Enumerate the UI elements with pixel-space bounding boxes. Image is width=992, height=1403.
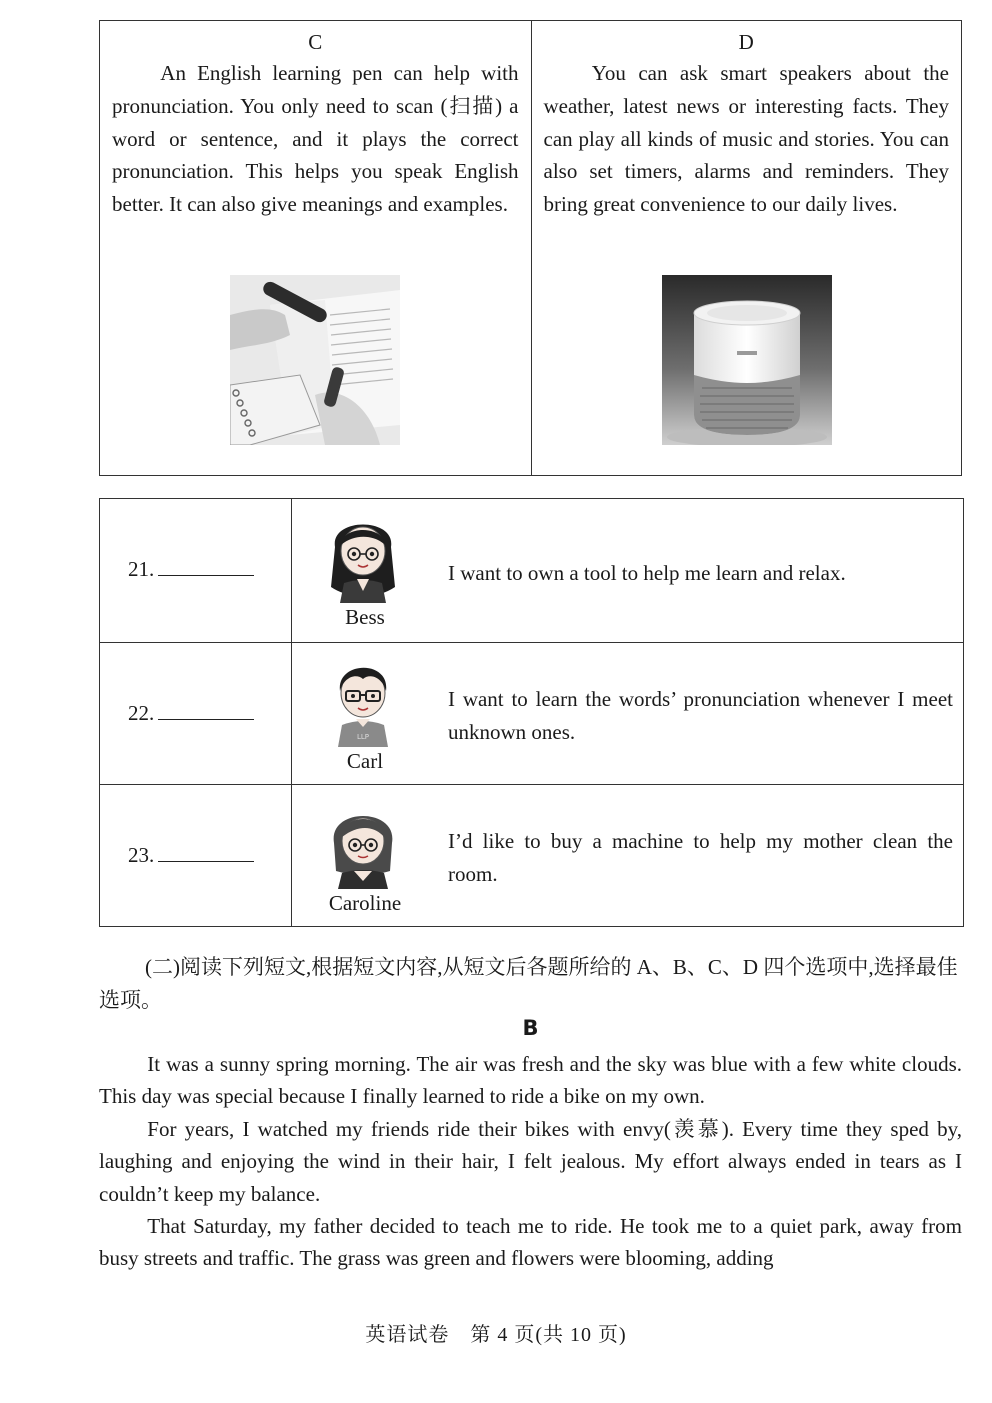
instruction-text: (二)阅读下列短文,根据短文内容,从短文后各题所给的 A、B、C、D 四个选项中,选择最佳选项。 xyxy=(99,955,958,1012)
passage-paragraph: It was a sunny spring morning. The air was fresh and the sky was blue with a few white clouds. This day was special because I finally learned to ride a bike on my own. xyxy=(99,1052,962,1109)
card-d xyxy=(531,21,962,475)
card-c xyxy=(100,21,531,475)
question-number xyxy=(128,843,254,868)
card-letter: C xyxy=(308,30,323,54)
answer-blank[interactable] xyxy=(158,703,254,720)
svg-text:LLP: LLP xyxy=(356,732,370,741)
page-footer: 英语试卷 第 4 页(共 10 页) xyxy=(365,1324,627,1346)
table-row xyxy=(100,642,963,785)
card-text: You can ask smart speakers about the weather, latest news or interesting facts. They can play all kinds of music and stories. You can also set timers, alarms and reminders. They bring great convenience to our daily lives. xyxy=(543,61,949,217)
question-label: 21. xyxy=(128,557,155,581)
person-name: Caroline xyxy=(328,891,402,915)
question-number xyxy=(128,701,254,726)
table-row xyxy=(100,784,963,927)
table-row xyxy=(100,499,963,642)
card-text: An English learning pen can help with pronunciation. You only need to scan (扫描) a word or sentence, and it plays the correct pronunciation. This helps you speak English better. It can also give meanings and examples. xyxy=(112,61,519,217)
bess-avatar xyxy=(320,507,406,603)
answer-blank[interactable] xyxy=(158,559,254,576)
question-label: 23. xyxy=(128,843,155,867)
person-request: I want to learn the words’ pronunciation whenever I meet unknown ones. xyxy=(448,686,953,744)
caroline-avatar xyxy=(320,793,406,889)
card-letter: D xyxy=(738,30,754,54)
learning-pen-photo xyxy=(230,275,400,445)
smart-speaker-photo xyxy=(662,275,832,445)
carl-avatar xyxy=(320,651,406,747)
ads-table xyxy=(99,20,962,476)
person-name: Bess xyxy=(345,605,385,629)
person-name: Carl xyxy=(346,748,384,773)
passage-paragraph: For years, I watched my friends ride their bikes with envy(羡慕). Every time they sped by, laughing and enjoying the wind in their hair, I felt jealous. My effort always ended in tears as I couldn’t keep my balance. xyxy=(99,1116,962,1206)
passage-heading: B xyxy=(522,1016,539,1040)
matching-table xyxy=(99,498,964,927)
section-instruction xyxy=(99,951,962,1017)
passage-body xyxy=(99,1048,962,1275)
question-number xyxy=(128,557,254,582)
answer-blank[interactable] xyxy=(158,845,254,862)
passage-paragraph: That Saturday, my father decided to teach me to ride. He took me to a quiet park, away from busy streets and traffic. The grass was green and flowers were blooming, adding xyxy=(99,1214,962,1271)
question-label: 22. xyxy=(128,700,155,725)
person-request: I’d like to buy a machine to help my mother clean the room. xyxy=(448,829,953,886)
person-request: I want to own a tool to help me learn and relax. xyxy=(448,561,846,585)
